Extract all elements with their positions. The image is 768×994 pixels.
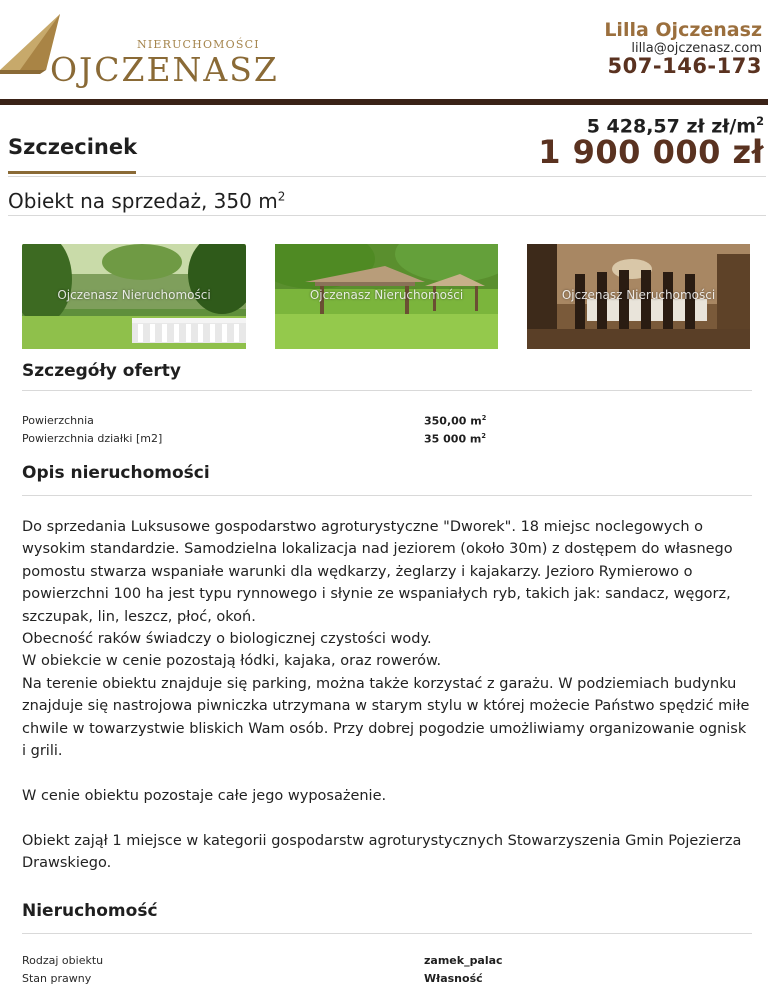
property-title: Nieruchomość [22, 901, 158, 921]
description-title: Opis nieruchomości [22, 463, 210, 483]
logo-subtitle: NIERUCHOMOŚCI [137, 38, 260, 51]
detail-value-area-text: 350,00 m [424, 414, 482, 428]
agent-email[interactable]: lilla@ojczenasz.com [631, 41, 762, 56]
property-value-type: zamek_palac [424, 954, 503, 967]
price-total: 1 900 000 zł [538, 133, 764, 171]
agent-phone[interactable]: 507-146-173 [607, 54, 762, 78]
listing-city: Szczecinek [8, 135, 138, 159]
description-divider [22, 495, 752, 496]
detail-value-area-sup: 2 [481, 414, 487, 422]
subtitle-divider [8, 215, 766, 216]
agent-name: Lilla Ojczenasz [604, 19, 762, 41]
details-title: Szczegóły oferty [22, 361, 181, 381]
detail-value-plot-area-sup: 2 [481, 432, 486, 440]
listing-subtitle-text: Obiekt na sprzedaż, 350 m [8, 189, 278, 213]
title-divider [8, 176, 766, 177]
details-divider [22, 390, 752, 391]
property-label-legal: Stan prawny [22, 972, 92, 985]
description-paragraph: Na terenie obiektu znajduje się parking, można także korzystać z garażu. W podziemiach budynku znajduje się nastrojowa piwniczka utrzymana w starym stylu w której możecie Państwo spędzić miłe chwile w towarzystwie bliskich Wam osób. Przy dobrej pogodzie umożliwiamy organizowanie ognisk i grili. [22, 675, 750, 760]
description-paragraph: Obecność raków świadczy o biologicznej czystości wody. [22, 631, 432, 648]
description-paragraph: W obiekcie w cenie pozostają łódki, kajaka, oraz rowerów. [22, 653, 442, 670]
logo-name[interactable]: OJCZENASZ [50, 50, 279, 89]
site-header [0, 0, 768, 100]
gallery-photo-1[interactable] [22, 244, 246, 349]
city-underline [8, 171, 136, 174]
description-paragraph: Obiekt zajął 1 miejsce w kategorii gospodarstw agroturystycznych Stowarzyszenia Gmin Pojezierza Drawskiego. [22, 832, 742, 872]
gallery-photo-3[interactable] [527, 244, 750, 349]
price-per-m2-sup: 2 [756, 114, 764, 128]
photo-watermark: Ojczenasz Nieruchomości [561, 288, 716, 302]
gallery-photo-2[interactable] [275, 244, 498, 349]
description-body [22, 516, 752, 874]
header-divider [0, 99, 768, 105]
detail-value-plot-area-text: 35 000 m [424, 432, 482, 446]
listing-subtitle [8, 189, 285, 213]
property-label-type: Rodzaj obiektu [22, 954, 104, 967]
photo-watermark: Ojczenasz Nieruchomości [309, 288, 464, 302]
detail-label-plot-area: Powierzchnia działki [m2] [22, 432, 163, 445]
detail-label-area: Powierzchnia [22, 414, 94, 427]
listing-subtitle-sup: 2 [277, 189, 286, 204]
property-value-legal: Własność [424, 972, 483, 985]
detail-value-area [424, 414, 486, 428]
price-per-m2-value: 5 428,57 zł zł/m [586, 115, 757, 138]
property-divider [22, 933, 752, 934]
photo-watermark: Ojczenasz Nieruchomości [57, 288, 211, 302]
detail-value-plot-area [424, 432, 486, 446]
description-paragraph: Do sprzedania Luksusowe gospodarstwo agroturystyczne "Dworek". 18 miejsc noclegowych o wysokim standardzie. Samodzielna lokalizacja nad jeziorem (około 30m) z dostępem do własnego pomostu stwarza wspaniałe warunki dla wędkarzy, żeglarzy i kajakarzy. Jezioro Rymierowo o powierzchni 100 ha jest typu rynnowego i słynie ze wspaniałych ryb, takich jak: sandacz, węgorz, szczupak, lin, leszcz, płoć, okoń. [22, 519, 733, 625]
description-paragraph: W cenie obiektu pozostaje całe jego wyposażenie. [22, 787, 387, 804]
